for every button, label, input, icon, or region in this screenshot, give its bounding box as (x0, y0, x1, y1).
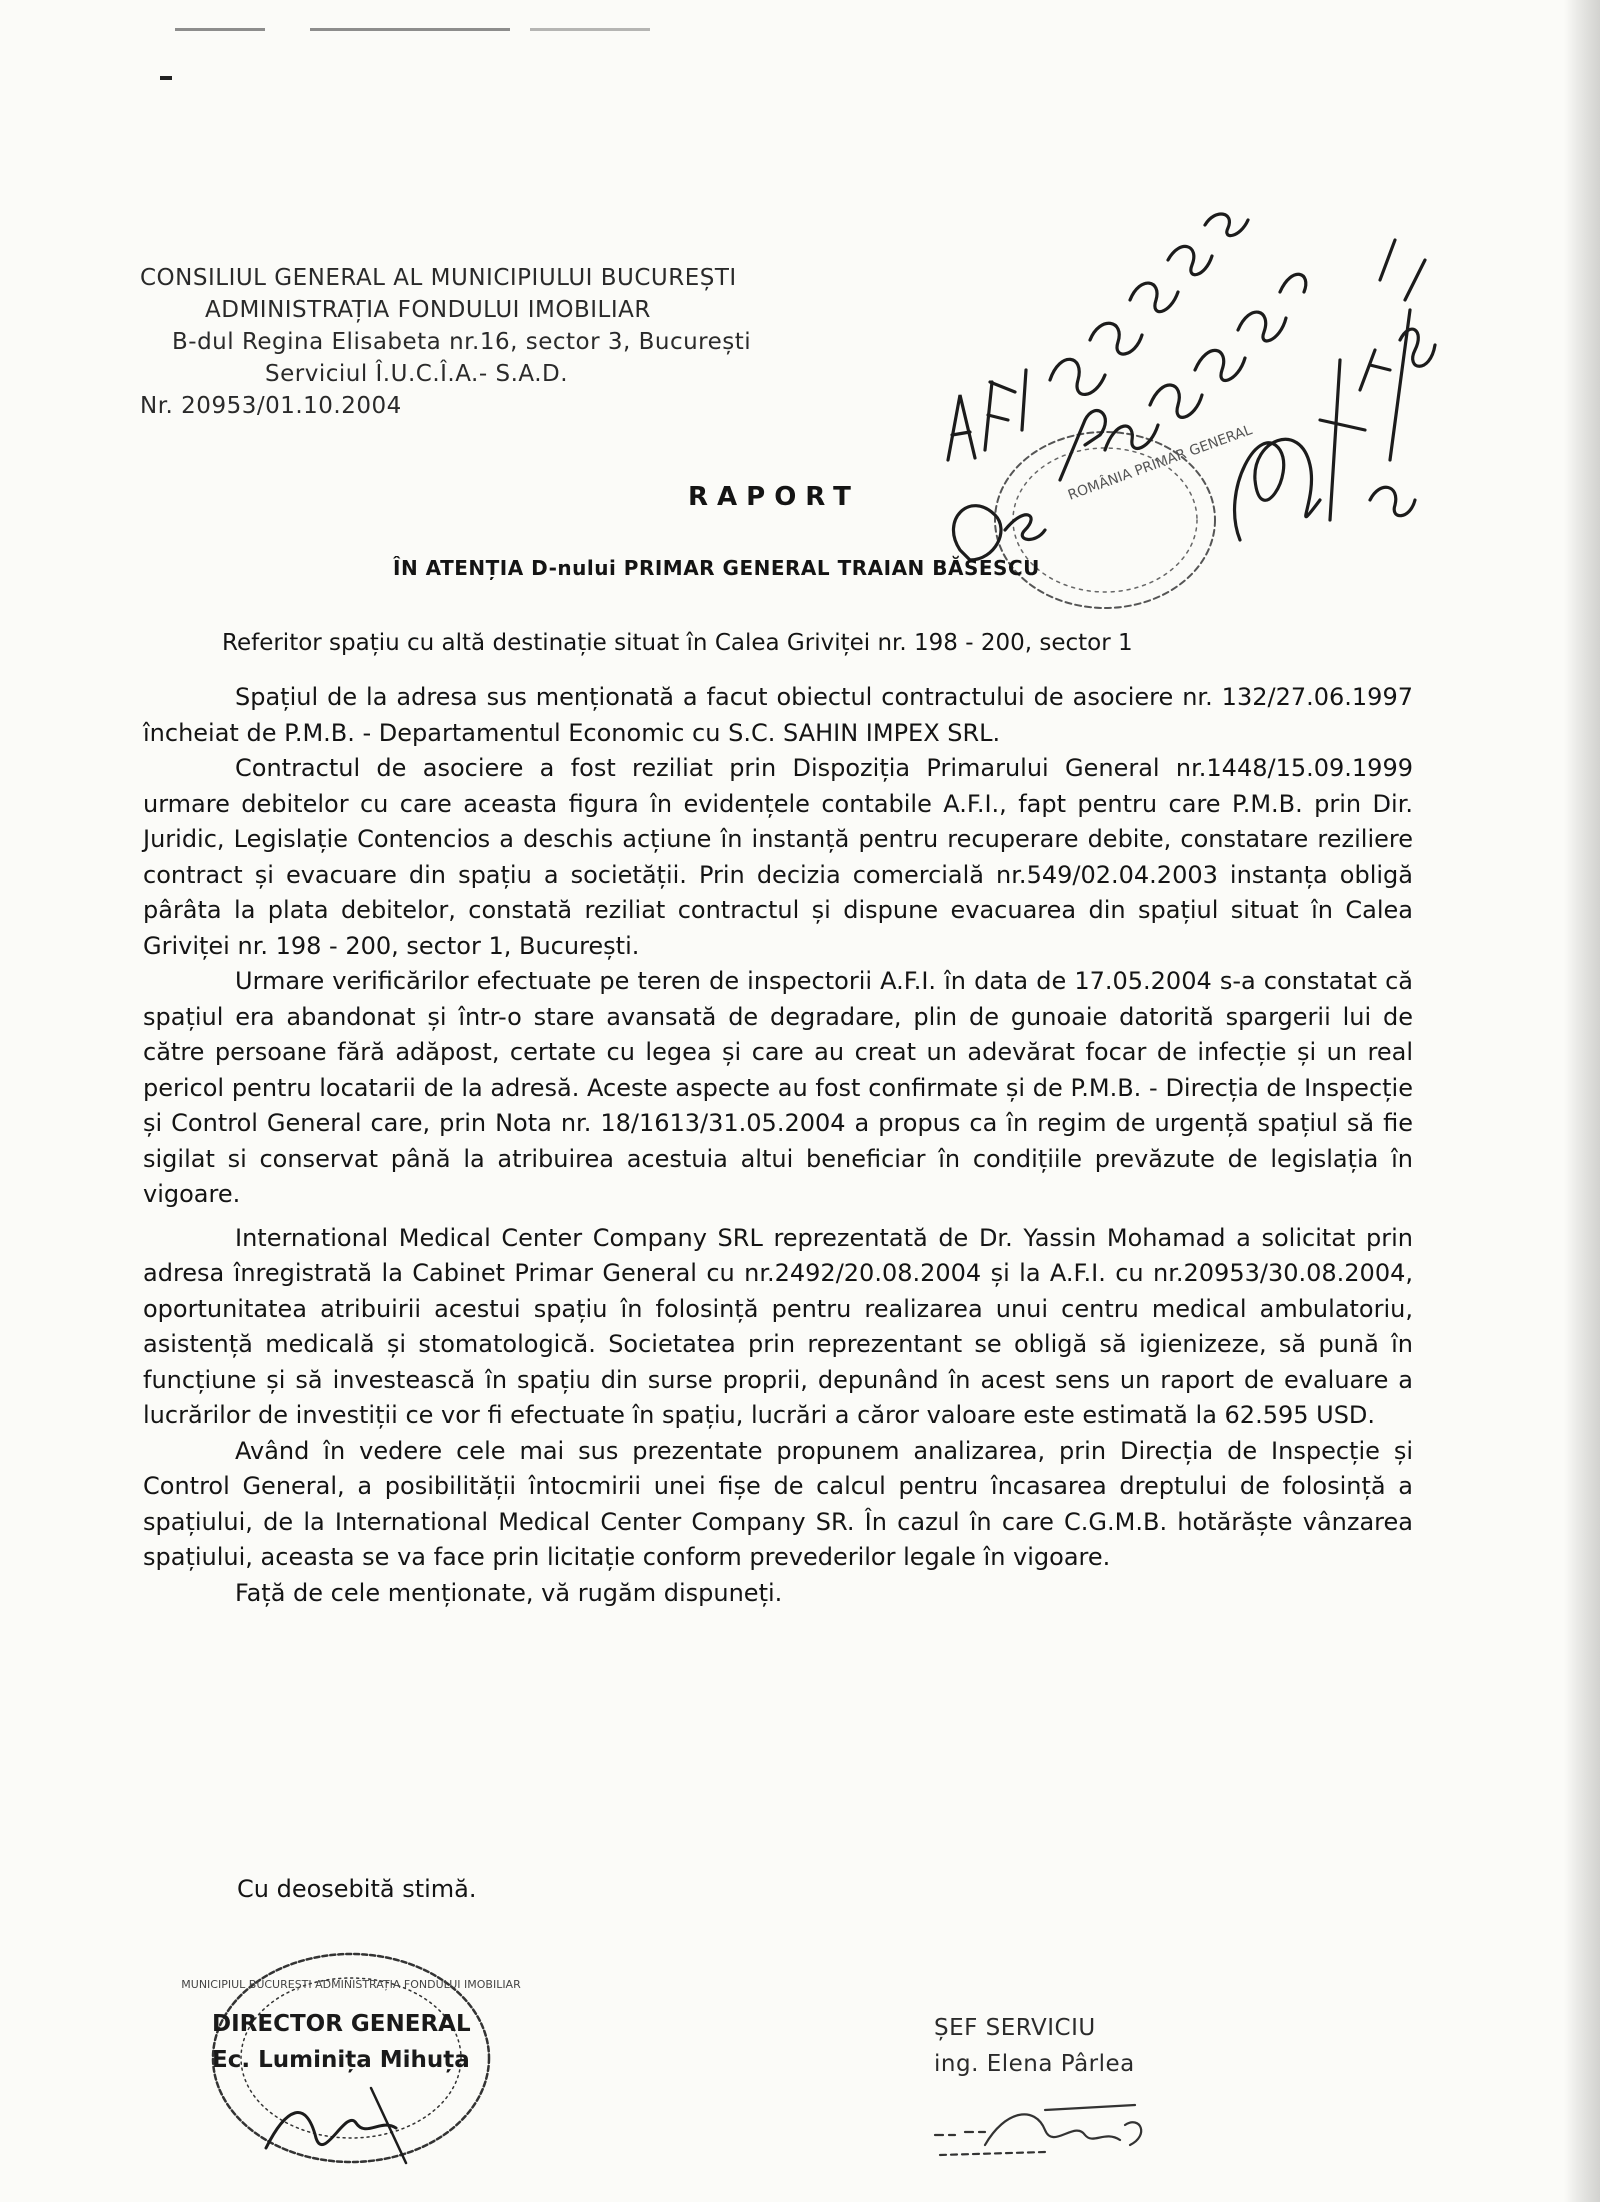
service-head-role: ȘEF SERVICIU (934, 2015, 1096, 2041)
paragraph-3: Urmare verificărilor efectuate pe teren de inspectorii A.F.I. în data de 17.05.2004 s-a constatat că spațiul era abandonat și într-o stare avansată de degradare, plin de gunoaie datorită spargerii lui de către persoane fără adăpost, certate cu legea și care au creat un adevărat focar de infecție și un real pericol pentru locatarii de la adresă. Aceste aspecte au fost confirmate și de P.M.B. - Direcția de Inspecție și Control General care, prin Nota nr. 18/1613/31.05.2004 a propus ca în regim de urgență spațiul să fie sigilat si conservat până la atribuirea acestuia altui beneficiar în condițiile prevăzute de legislația în vigoare. (143, 967, 1413, 1208)
department-name: ADMINISTRAȚIA FONDULUI IMOBILIAR (205, 297, 651, 323)
scan-artifact (160, 76, 172, 80)
director-signature-block (212, 2006, 471, 2078)
paragraph-1: Spațiul de la adresa sus menționată a facut obiectul contractului de asociere nr. 132/27.06.1997 încheiat de P.M.B. - Departamentul Economic cu S.C. SAHIN IMPEX SRL. (143, 683, 1413, 747)
document-number: Nr. 20953/01.10.2004 (140, 393, 402, 419)
document-title: RAPORT (688, 482, 860, 512)
service-head-name: ing. Elena Pârlea (934, 2051, 1135, 2077)
document-body (143, 680, 1413, 1611)
paragraph-6: Față de cele menționate, vă rugăm dispuneți. (235, 1578, 783, 1607)
paragraph-4: International Medical Center Company SRL reprezentată de Dr. Yassin Mohamad a solicitat prin adresa înregistrată la Cabinet Primar General cu nr.2492/20.08.2004 și la A.F.I. cu nr.20953/30.08.2004, oportunitatea atribuirii acestui spațiu în folosință pentru realizarea unui centru medical ambulatoriu, asistență medicală și stomatologică. Societatea prin reprezentant se obligă să igienizeze, să pună în funcțiune și să investească în spațiu din surse proprii, depunând în acest sens un raport de evaluare a lucrărilor de investiții ce vor fi efectuate în spațiu, lucrări a căror valoare este estimată la 62.595 USD. (143, 1223, 1413, 1429)
closing-salutation: Cu deosebită stimă. (237, 1875, 477, 1903)
address: B-dul Regina Elisabeta nr.16, sector 3, București (172, 329, 752, 355)
reference-line: Referitor spațiu cu altă destinație situat în Calea Griviței nr. 198 - 200, sector 1 (222, 630, 1133, 656)
scan-artifact (530, 28, 650, 31)
scan-edge (1564, 0, 1600, 2202)
handwritten-signature (925, 2090, 1165, 2170)
paragraph-2: Contractul de asociere a fost reziliat prin Dispoziția Primarului General nr.1448/15.09.1999 urmare debitelor cu care aceasta figura în evidențele contabile A.F.I., fapt pentru care P.M.B. prin Dir. Juridic, Legislație Contencios a deschis acțiune în instanță pentru recuperare debite, constatare reziliere contract și evacuare din spațiu a societății. Prin decizia comercială nr.549/02.04.2003 instanța obligă pârâta la plata debitelor, constată reziliat contractul și dispune evacuarea din spațiul situat în Calea Griviței nr. 198 - 200, sector 1, București. (143, 754, 1413, 960)
stamp-text: MUNICIPIUL BUCUREȘTI ADMINISTRAȚIA FONDULUI IMOBILIAR (181, 1978, 521, 1991)
director-name: Ec. Luminița Mihuța (212, 2047, 470, 2073)
scan-artifact (310, 28, 510, 31)
scan-artifact (175, 28, 265, 31)
letterhead (140, 262, 900, 422)
institution-name: CONSILIUL GENERAL AL MUNICIPIULUI BUCUREȘTI (140, 265, 737, 291)
service-head-signature-block (934, 2010, 1135, 2082)
service-name: Serviciul Î.U.C.Î.A.- S.A.D. (265, 361, 569, 387)
paragraph-5: Având în vedere cele mai sus prezentate propunem analizarea, prin Direcția de Inspecție și Control General, a posibilității întocmirii unei fișe de calcul pentru încasarea dreptului de folosință a spațiului, de la International Medical Center Company SR. În cazul în care C.G.M.B. hotărăște vânzarea spațiului, aceasta se va face prin licitație conform prevederilor legale în vigoare. (143, 1436, 1413, 1571)
director-role: DIRECTOR GENERAL (212, 2011, 471, 2037)
stamp-text: ROMÂNIA PRIMAR GENERAL (1065, 422, 1255, 504)
attention-line: ÎN ATENȚIA D-nului PRIMAR GENERAL TRAIAN BĂSESCU (393, 556, 1040, 580)
